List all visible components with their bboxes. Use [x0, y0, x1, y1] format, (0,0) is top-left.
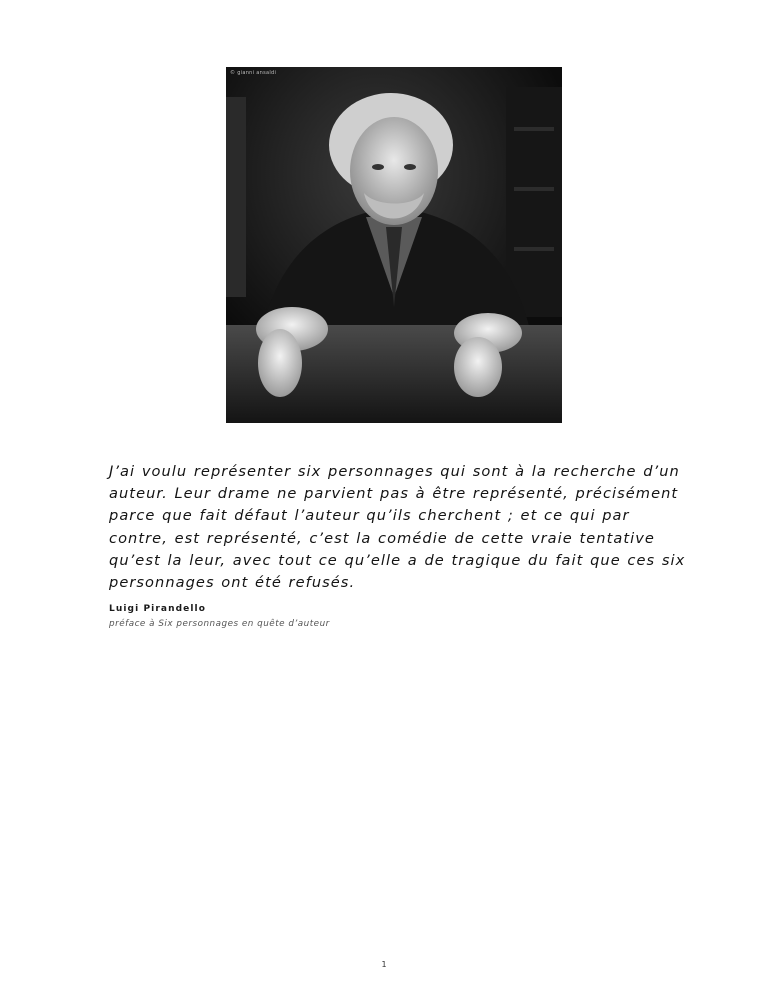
quote-line: personnages ont été refusés. — [109, 574, 356, 592]
quote-line: auteur. Leur drame ne parvient pas à être représenté, précisément — [109, 485, 679, 503]
quote-line: qu’est la leur, avec tout ce qu’elle a de tragique du fait que ces six — [109, 551, 686, 569]
quote-source — [109, 619, 330, 629]
quote-line: parce que fait défaut l’auteur qu’ils cherchent ; et ce qui par — [109, 507, 630, 525]
pirandello-quote — [109, 461, 689, 594]
source-title: Six personnages en quête d’auteur — [158, 619, 330, 629]
page-number: 1 — [381, 960, 387, 969]
photo-credit: © gianni ansaldi — [230, 70, 277, 76]
quote-line: J’ai voulu représenter six personnages qui sont à la recherche d’un — [109, 463, 680, 480]
portrait-photo — [226, 67, 562, 423]
portrait-illustration — [226, 67, 562, 423]
quote-line: contre, est représenté, c’est la comédie de cette vraie tentative — [109, 529, 655, 547]
quote-author: Luigi Pirandello — [109, 604, 206, 614]
source-prefix: préface à — [109, 619, 159, 629]
